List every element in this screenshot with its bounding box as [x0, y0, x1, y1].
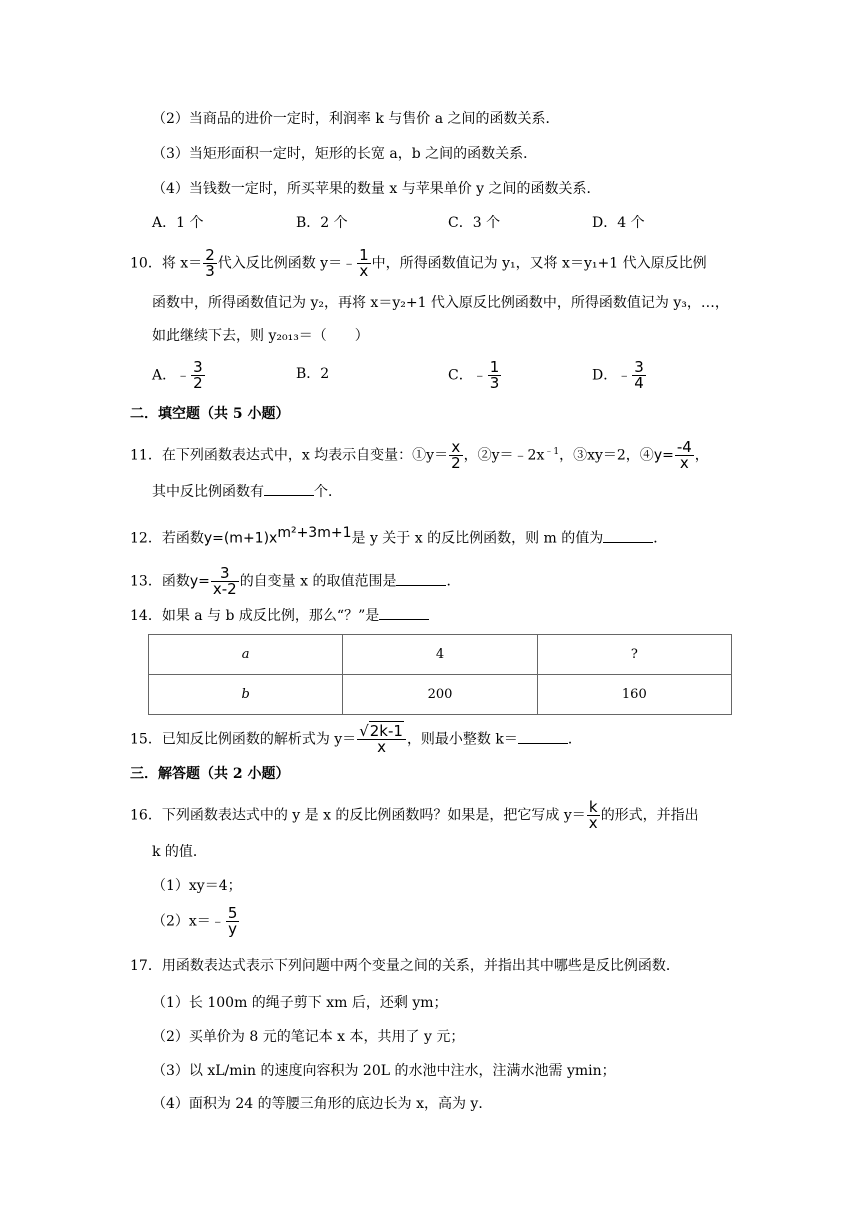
q12-answer-blank[interactable]: [603, 528, 653, 543]
q10-number: 10．: [130, 255, 162, 272]
q9-statement-4: （4）当钱数一定时，所买苹果的数量 x 与苹果单价 y 之间的函数关系．: [152, 181, 601, 197]
q14-table: [148, 634, 732, 715]
q15-line: 15．已知反比例函数的解析式为 y＝ $\frac{√2k-1}{x}$ ，则最小整数 k＝ ．: [130, 722, 582, 756]
q10-fraction-2: $\frac{1}{x}$: [359, 246, 369, 280]
q10-option-a: A．﹣ $\frac{3}{2}$: [152, 358, 203, 392]
q10-option-c: C．﹣ $\frac{1}{3}$: [448, 358, 500, 392]
q10-line-1: 10．将 x＝ $\frac{2}{3}$ 代入反比例函数 y＝﹣ $\frac{1}{x}$ 中，所得函数值记为 y₁，又将 x＝y₁+1 代入原反比例: [130, 246, 707, 280]
q16-line-1: 16．下列函数表达式中的 y 是 x 的反比例函数吗？如果是，把它写成 y＝ $\frac{k}{x}$ 的形式，并指出: [130, 798, 699, 832]
q16-line-2: k 的值．: [152, 844, 207, 860]
q9-statement-2: （2）当商品的进价一定时，利润率 k 与售价 a 之间的函数关系．: [152, 111, 560, 127]
q16-part-2: （2）x＝﹣ $\frac{5}{y}$: [152, 904, 238, 938]
section-2-heading: 二．填空题（共 5 小题）: [130, 406, 290, 422]
table-row: a 4 ?: [149, 635, 732, 675]
q10-option-d: D．﹣ $\frac{3}{4}$: [592, 358, 644, 392]
q12-line: 12．若函数$y=(m+1)x^{m^2+3m+1}$是 y 关于 x 的反比例函数，则 m 的值为 ．: [130, 525, 668, 547]
q10-line-3: 如此继续下去，则 y₂₀₁₃＝（ ）: [152, 328, 369, 344]
q14-answer-blank[interactable]: [379, 605, 429, 620]
q17-line-1: 17．用函数表达式表示下列问题中两个变量之间的关系，并指出其中哪些是反比例函数．: [130, 958, 680, 974]
q17-part-2: （2）买单价为 8 元的笔记本 x 本，共用了 y 元；: [152, 1029, 465, 1045]
table-row: b 200 160: [149, 675, 732, 715]
q17-part-3: （3）以 xL/min 的速度向容积为 20L 的水池中注水，注满水池需 ymin；: [152, 1063, 616, 1079]
q11-answer-blank[interactable]: [264, 481, 314, 496]
q17-part-4: （4）面积为 24 的等腰三角形的底边长为 x，高为 y．: [152, 1096, 493, 1112]
q9-option-b: B．2 个: [296, 215, 348, 231]
q9-option-c: C．3 个: [448, 215, 501, 231]
q17-part-1: （1）长 100m 的绳子剪下 xm 后，还剩 ym；: [152, 995, 448, 1011]
q9-option-d: D．4 个: [592, 215, 645, 231]
q14-line: 14．如果 a 与 b 成反比例，那么“？”是: [130, 605, 429, 627]
q13-answer-blank[interactable]: [396, 571, 446, 586]
section-3-heading: 三．解答题（共 2 小题）: [130, 766, 290, 782]
q10-fraction-1: $\frac{2}{3}$: [205, 246, 215, 280]
q11-line-2: 其中反比例函数有 个．: [152, 481, 342, 503]
q13-line: 13．函数y= $\frac{3}{x-2}$ 的自变量 x 的取值范围是 ．: [130, 564, 461, 598]
q11-line-1: 11．在下列函数表达式中，x 均表示自变量：①y＝ $\frac{x}{2}$ ，$②y=﹣2x^{﹣1}$，③xy＝2，④y= $\frac{-4}{x}$ ，: [130, 438, 709, 472]
q15-answer-blank[interactable]: [518, 729, 568, 744]
q10-line-2: 函数中，所得函数值记为 y₂，再将 x＝y₂+1 代入原反比例函数中，所得函数值记为 y₃，…，: [152, 295, 729, 311]
q16-part-1: （1）xy＝4；: [152, 878, 242, 894]
q10-option-b: B．2: [296, 366, 330, 382]
q9-statement-3: （3）当矩形面积一定时，矩形的长宽 a，b 之间的函数关系．: [152, 146, 538, 162]
q9-option-a: A．1 个: [152, 215, 204, 231]
